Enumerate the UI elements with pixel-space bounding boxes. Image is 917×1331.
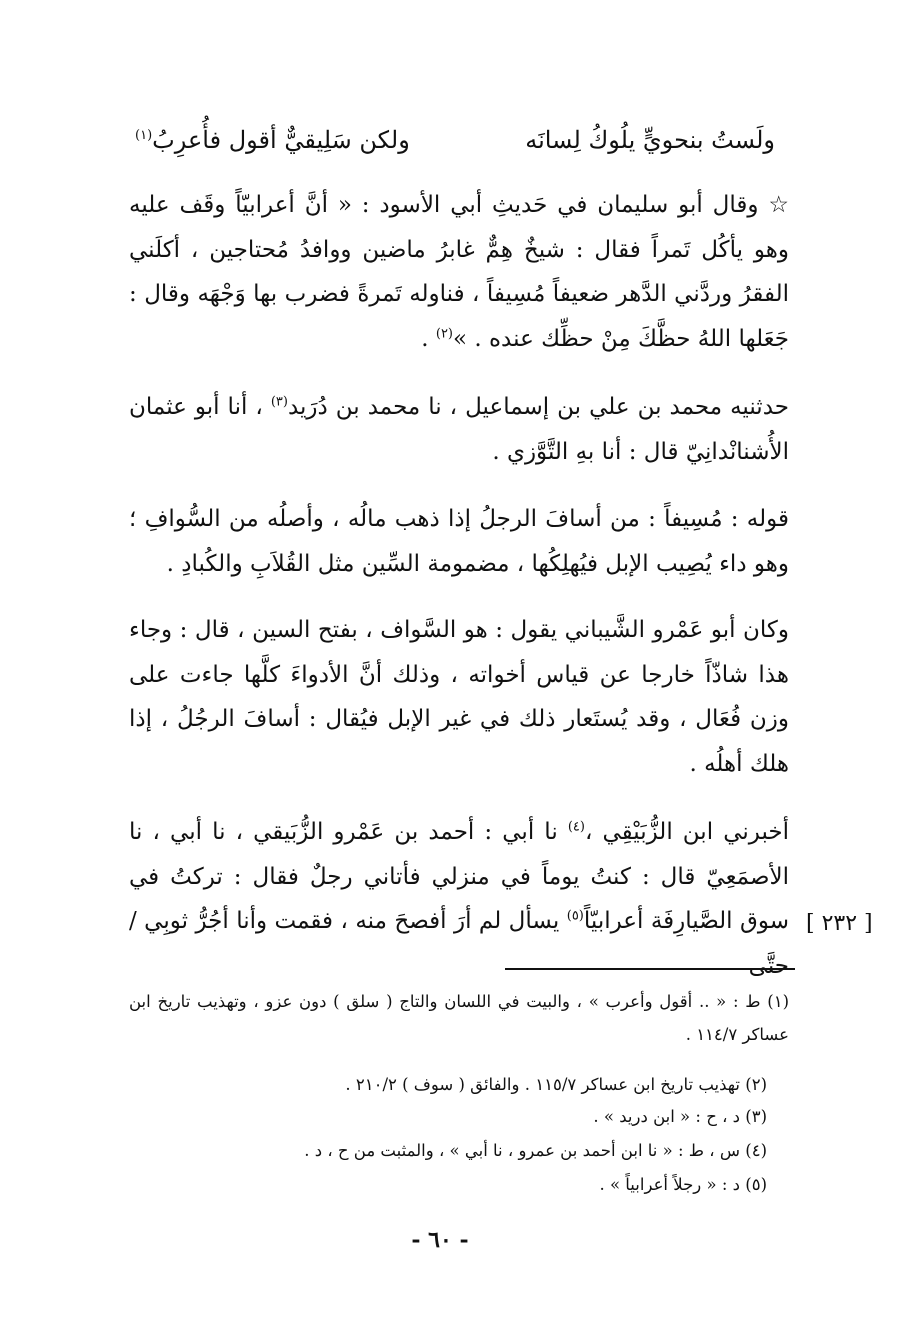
manuscript-page-marker: [ ٢٣٢ ] xyxy=(806,911,873,936)
paragraph-hadith: ☆ وقال أبو سليمان في حَديثِ أبي الأسود : « أنَّ أعرابيّاً وقَف عليه وهو يأكُل تَمراً فقال : شيخٌ هِمٌّ غابرُ ماضين ووافدُ مُحتاجين ، أكلَني الفقرُ وردَّني الدَّهر ضعيفاً مُسِيفاً ، فناوله تَمرةً فضرب بها وَجْهَه وقال : جَعَلها اللهُ حظَّكَ مِنْ حظِّك عنده . »$^{(٢)}$ . xyxy=(129,192,789,352)
footnote-ref-1: (١) xyxy=(135,128,153,143)
footnote-3: (٣) د ، ح : « ابن دريد » . xyxy=(593,1107,767,1126)
footnote-4: (٤) س ، ط : « نا ابن أحمد بن عمرو ، نا أبي » ، والمثبت من ح ، د . xyxy=(304,1141,767,1160)
verse-hemistich-second xyxy=(135,118,410,162)
paragraph-isnad-text-2: ، أنا أبو عثمان الأُشنانْدانِيّ قال : أنا بهِ التَّوَّزي . xyxy=(129,394,789,465)
paragraph-isnad-text-1: حدثنيه محمد بن علي بن إسماعيل ، نا محمد بن دُرَيد xyxy=(287,394,789,420)
verse-hemistich-first: ولَستُ بنحويٍّ يلُوكُ لِسانَه xyxy=(525,126,775,154)
footnote-5: (٥) د : « رجلاً أعرابياً » . xyxy=(599,1175,767,1194)
paragraph-shaybani: وكان أبو عَمْرو الشَّيباني يقول : هو السَّواف ، بفتح السين ، قال : وجاء هذا شاذّاً خارجا عن قياس أخواته ، وذلك أنَّ الأدواءَ كلَّها جاءت على وزن فُعَال ، وقد يُستَعار ذلك في غير الإبل فيُقال : أسافَ الرجُلُ ، إذا هلك أهلُه . xyxy=(129,617,789,777)
paragraph-zubayqi-text-2: نا أبي : أحمد بن عَمْرو الزُّبَيقي ، نا أبي ، نا الأصمَعِيّ قال : كنتُ يوماً في منزلي فأتاني رجلٌ فقال : تركتُ في سوق الصَّيارِفَة أعرابيّاً xyxy=(129,819,790,934)
paragraph-hadith-text: ☆ وقال أبو سليمان في حَديثِ أبي الأسود : « أنَّ أعرابيّاً وقَف عليه وهو يأكُل تَمراً فقال : شيخٌ هِمٌّ غابرُ ماضين ووافدُ مُحتاجين ، أكلَني الفقرُ وردَّني الدَّهر ضعيفاً مُسِيفاً ، فناوله تَمرةً فضرب بها وَجْهَه وقال : جَعَلها اللهُ حظَّكَ مِنْ حظِّك عنده . » xyxy=(129,192,789,352)
footnote-ref-3: (٣) xyxy=(270,394,288,410)
footnote-2: (٢) تهذيب تاريخ ابن عساكر ١١٥/٧ . والفائق ( سوف ) ٢١٠/٢ . xyxy=(345,1075,767,1094)
poetry-verse xyxy=(135,118,775,162)
paragraph-zubayqi-text-3: يسأل لم أرَ أفصحَ منه ، فقمت وأنا أجُرُّ ثوبِي / حتَّى xyxy=(129,908,789,979)
paragraph-isnad xyxy=(129,385,789,474)
paragraph-explanation: قوله : مُسِيفاً : من أسافَ الرجلُ إذا ذهب مالُه ، وأصلُه من السُّوافِ ؛ وهو داء يُصِيب الإبل فيُهلِكُها ، مضمومة السِّين مثل القُلاَبِ والكُبادِ . xyxy=(129,506,789,577)
paragraph-zubayqi xyxy=(129,810,789,988)
paragraph-zubayqi-text-1: أخبرني ابن الزُّبَيْقِي ، xyxy=(584,819,790,845)
verse-hemistich-second-text: ولكن سَلِيقيٌّ أقول فأُعرِبُ xyxy=(152,126,410,154)
footnote-1: (١) ط : « .. أقول وأعرب » ، والبيت في اللسان والتاج ( سلق ) دون عزو ، وتهذيب تاريخ ابن عساكر ١١٤/٧ . xyxy=(129,992,789,1044)
footnote-ref-4: (٤) xyxy=(567,819,585,835)
footnote-ref-2: (٢) xyxy=(435,325,453,341)
page-number: - ٦٠ - xyxy=(411,1227,469,1253)
footnote-ref-5: (٥) xyxy=(566,908,584,924)
footnote-separator xyxy=(505,968,795,970)
